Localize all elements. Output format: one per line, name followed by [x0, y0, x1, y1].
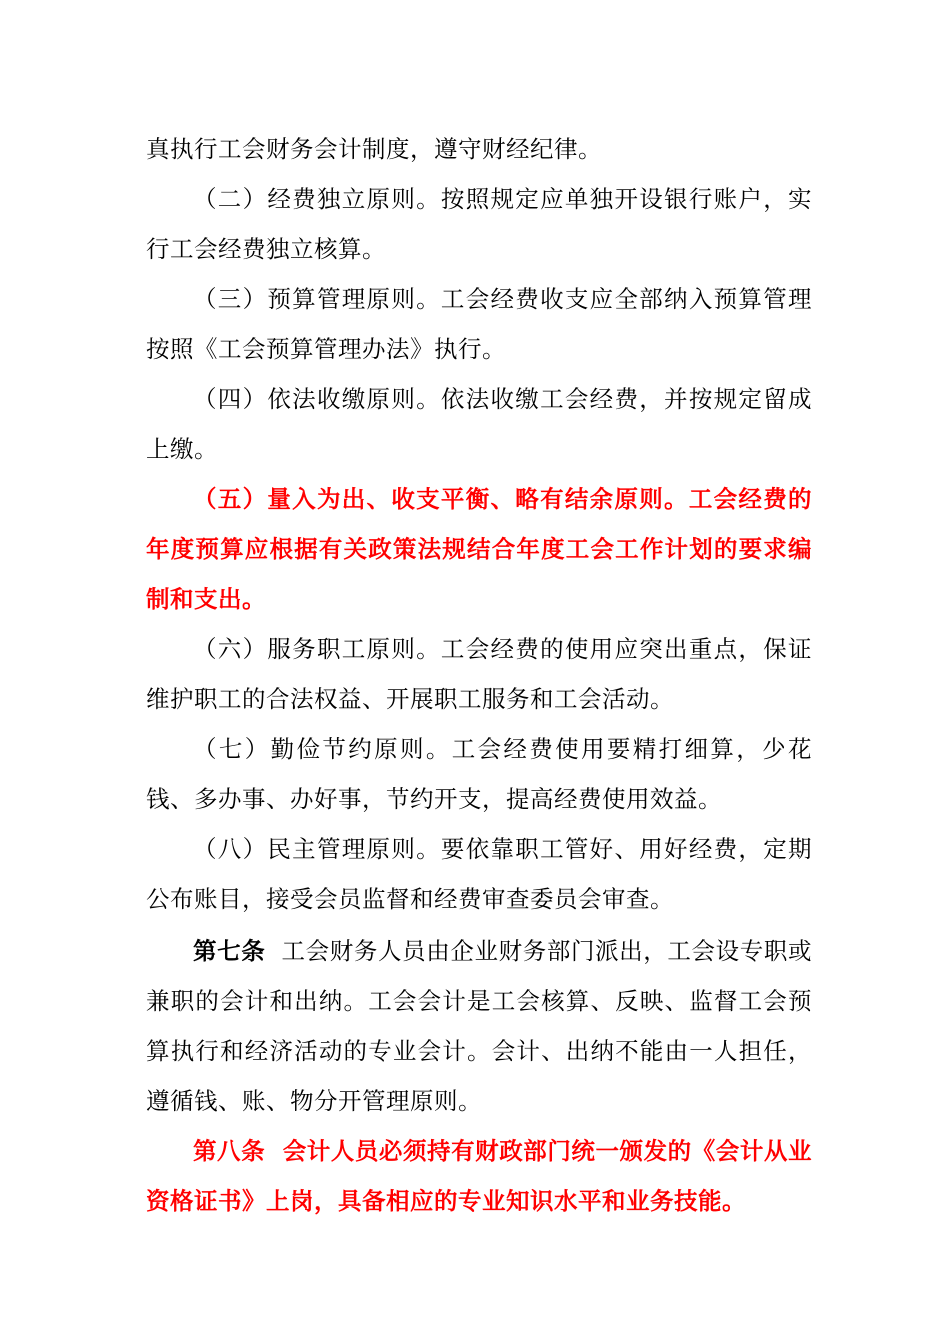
article-7-heading: 第七条 — [193, 937, 266, 965]
principle-4: （四）依法收缴原则。依法收缴工会经费，并按规定留成上缴。 — [146, 385, 812, 463]
principle-3: （三）预算管理原则。工会经费收支应全部纳入预算管理按照《工会预算管理办法》执行。 — [146, 285, 812, 363]
article-8-highlighted — [146, 1126, 812, 1226]
paragraph-continuation: 真执行工会财务会计制度，遵守财经纪律。 — [146, 135, 602, 163]
principle-5-highlighted: （五）量入为出、收支平衡、略有结余原则。工会经费的年度预算应根据有关政策法规结合年度工会工作计划的要求编制和支出。 — [146, 485, 812, 613]
article-7 — [146, 926, 812, 1126]
document-body — [146, 124, 812, 1226]
principle-6: （六）服务职工原则。工会经费的使用应突出重点，保证维护职工的合法权益、开展职工服务和工会活动。 — [146, 635, 812, 713]
article-7-spacer — [265, 937, 281, 965]
article-7-text: 工会财务人员由企业财务部门派出，工会设专职或兼职的会计和出纳。工会会计是工会核算、反映、监督工会预算执行和经济活动的专业会计。会计、出纳不能由一人担任，遵循钱、账、物分开管理原则。 — [146, 937, 813, 1115]
article-8-text: 会计人员必须持有财政部门统一颁发的《会计从业资格证书》上岗，具备相应的专业知识水平和业务技能。 — [146, 1137, 812, 1215]
principle-7: （七）勤俭节约原则。工会经费使用要精打细算，少花钱、多办事、办好事，节约开支，提高经费使用效益。 — [146, 735, 812, 813]
principle-2: （二）经费独立原则。按照规定应单独开设银行账户，实行工会经费独立核算。 — [146, 185, 812, 263]
article-8-spacer — [265, 1137, 283, 1165]
principle-8: （八）民主管理原则。要依靠职工管好、用好经费，定期公布账目，接受会员监督和经费审查委员会审查。 — [146, 835, 812, 913]
article-8-heading: 第八条 — [193, 1137, 266, 1165]
